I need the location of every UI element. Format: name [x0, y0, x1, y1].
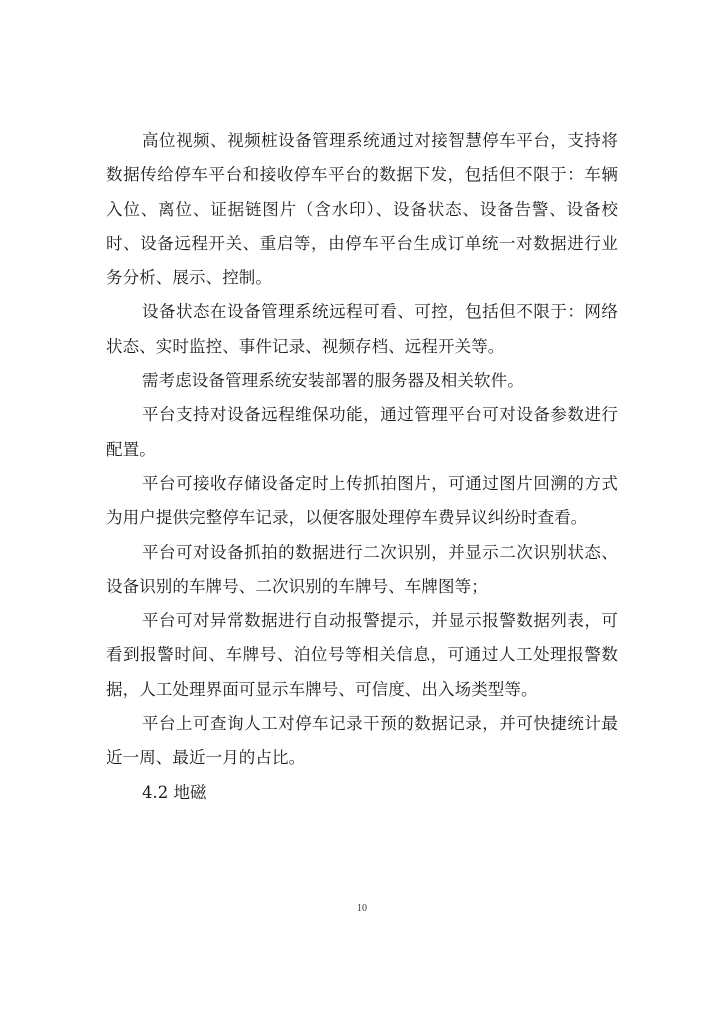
paragraph-anomaly-alarm: 平台可对异常数据进行自动报警提示，并显示报警数据列表，可看到报警时间、车牌号、泊位号等相关信息，可通过人工处理报警数据，人工处理界面可显示车牌号、可信度、出入场类型等。	[106, 611, 618, 699]
paragraph-snapshot-storage: 平台可接收存储设备定时上传抓拍图片，可通过图片回溯的方式为用户提供完整停车记录，以便客服处理停车费异议纠纷时查看。	[106, 473, 618, 528]
paragraph-device-status: 设备状态在设备管理系统远程可看、可控，包括但不限于：网络状态、实时监控、事件记录、视频存档、远程开关等。	[106, 302, 618, 356]
body-text	[106, 124, 618, 810]
paragraph-secondary-recognition: 平台可对设备抓拍的数据进行二次识别，并显示二次识别状态、设备识别的车牌号、二次识别的车牌号、车牌图等；	[106, 542, 618, 596]
paragraph-server-deployment: 需考虑设备管理系统安装部署的服务器及相关软件。	[142, 371, 524, 391]
page-number: 10	[357, 903, 367, 914]
paragraph-manual-intervention: 平台上可查询人工对停车记录干预的数据记录，并可快捷统计最近一周、最近一月的占比。	[106, 714, 618, 768]
section-heading: 4.2 地磁	[142, 782, 207, 802]
paragraph-data-integration: 高位视频、视频桩设备管理系统通过对接智慧停车平台，支持将数据传给停车平台和接收停车平台的数据下发，包括但不限于：车辆入位、离位、证据链图片（含水印）、设备状态、设备告警、设备校时、设备远程开关、重启等，由停车平台生成订单统一对数据进行业务分析、展示、控制。	[106, 131, 618, 288]
paragraph-remote-maintenance: 平台支持对设备远程维保功能，通过管理平台可对设备参数进行配置。	[106, 405, 618, 459]
